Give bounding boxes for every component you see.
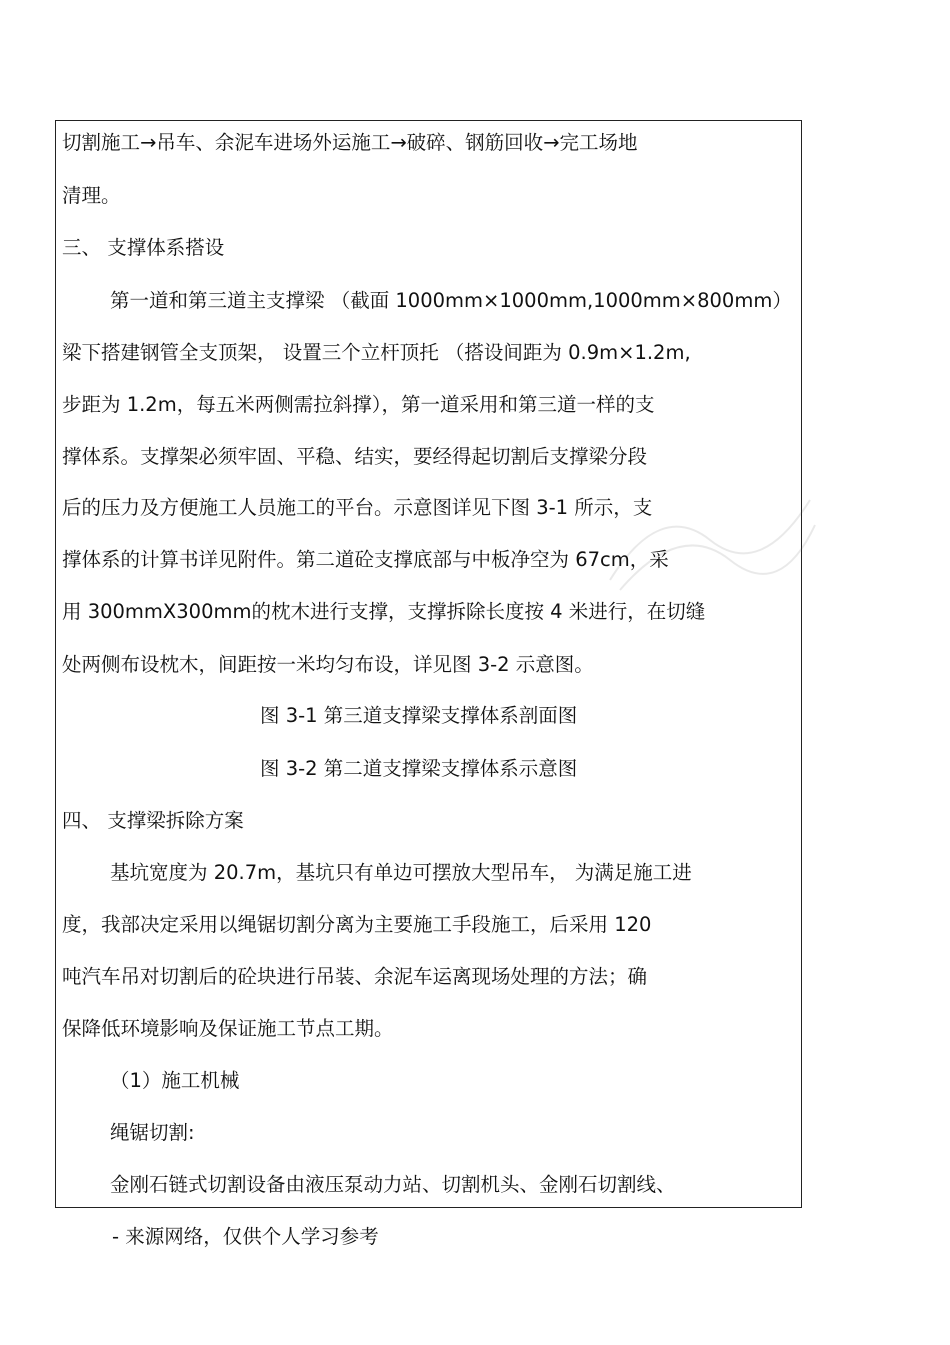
text-line: 基坑宽度为 20.7m，基坑只有单边可摆放大型吊车， 为满足施工进 [110,861,692,884]
section-heading: 四、 支撑梁拆除方案 [62,809,244,832]
text-line: 绳锯切割: [110,1121,195,1144]
section-heading: 三、 支撑体系搭设 [62,236,225,259]
text-line: 吨汽车吊对切割后的砼块进行吊装、余泥车运离现场处理的方法；确 [62,965,648,988]
figure-caption: 图 3-1 第三道支撑梁支撑体系剖面图 [260,704,578,727]
text-line: 度，我部决定采用以绳锯切割分离为主要施工手段施工，后采用 120 [62,913,652,936]
text-line: 撑体系的计算书详见附件。第二道砼支撑底部与中板净空为 67cm，采 [62,548,669,571]
figure-caption: 图 3-2 第二道支撑梁支撑体系示意图 [260,757,578,780]
footer-note: - 来源网络，仅供个人学习参考 [112,1225,379,1248]
text-line: 处两侧布设枕木，间距按一米均匀布设，详见图 3-2 示意图。 [62,653,594,676]
subheading: （1）施工机械 [110,1069,240,1092]
text-line: 步距为 1.2m，每五米两侧需拉斜撑），第一道采用和第三道一样的支 [62,393,655,416]
text-line: 切割施工→吊车、余泥车进场外运施工→破碎、钢筋回收→完工场地 [62,131,638,154]
text-line: 第一道和第三道主支撑梁 （截面 1000mm×1000mm,1000mm×800mm） [110,289,792,312]
text-line: 撑体系。支撑架必须牢固、平稳、结实，要经得起切割后支撑梁分段 [62,445,648,468]
text-line: 清理。 [62,184,121,207]
text-line: 保降低环境影响及保证施工节点工期。 [62,1017,394,1040]
text-line: 金刚石链式切割设备由液压泵动力站、切割机头、金刚石切割线、 [110,1173,676,1196]
text-line: 后的压力及方便施工人员施工的平台。示意图详见下图 3-1 所示，支 [62,496,653,519]
text-line: 梁下搭建钢管全支顶架， 设置三个立杆顶托 （搭设间距为 0.9m×1.2m, [62,341,691,364]
text-line: 用 300mmX300mm的枕木进行支撑，支撑拆除长度按 4 米进行，在切缝 [62,600,706,623]
